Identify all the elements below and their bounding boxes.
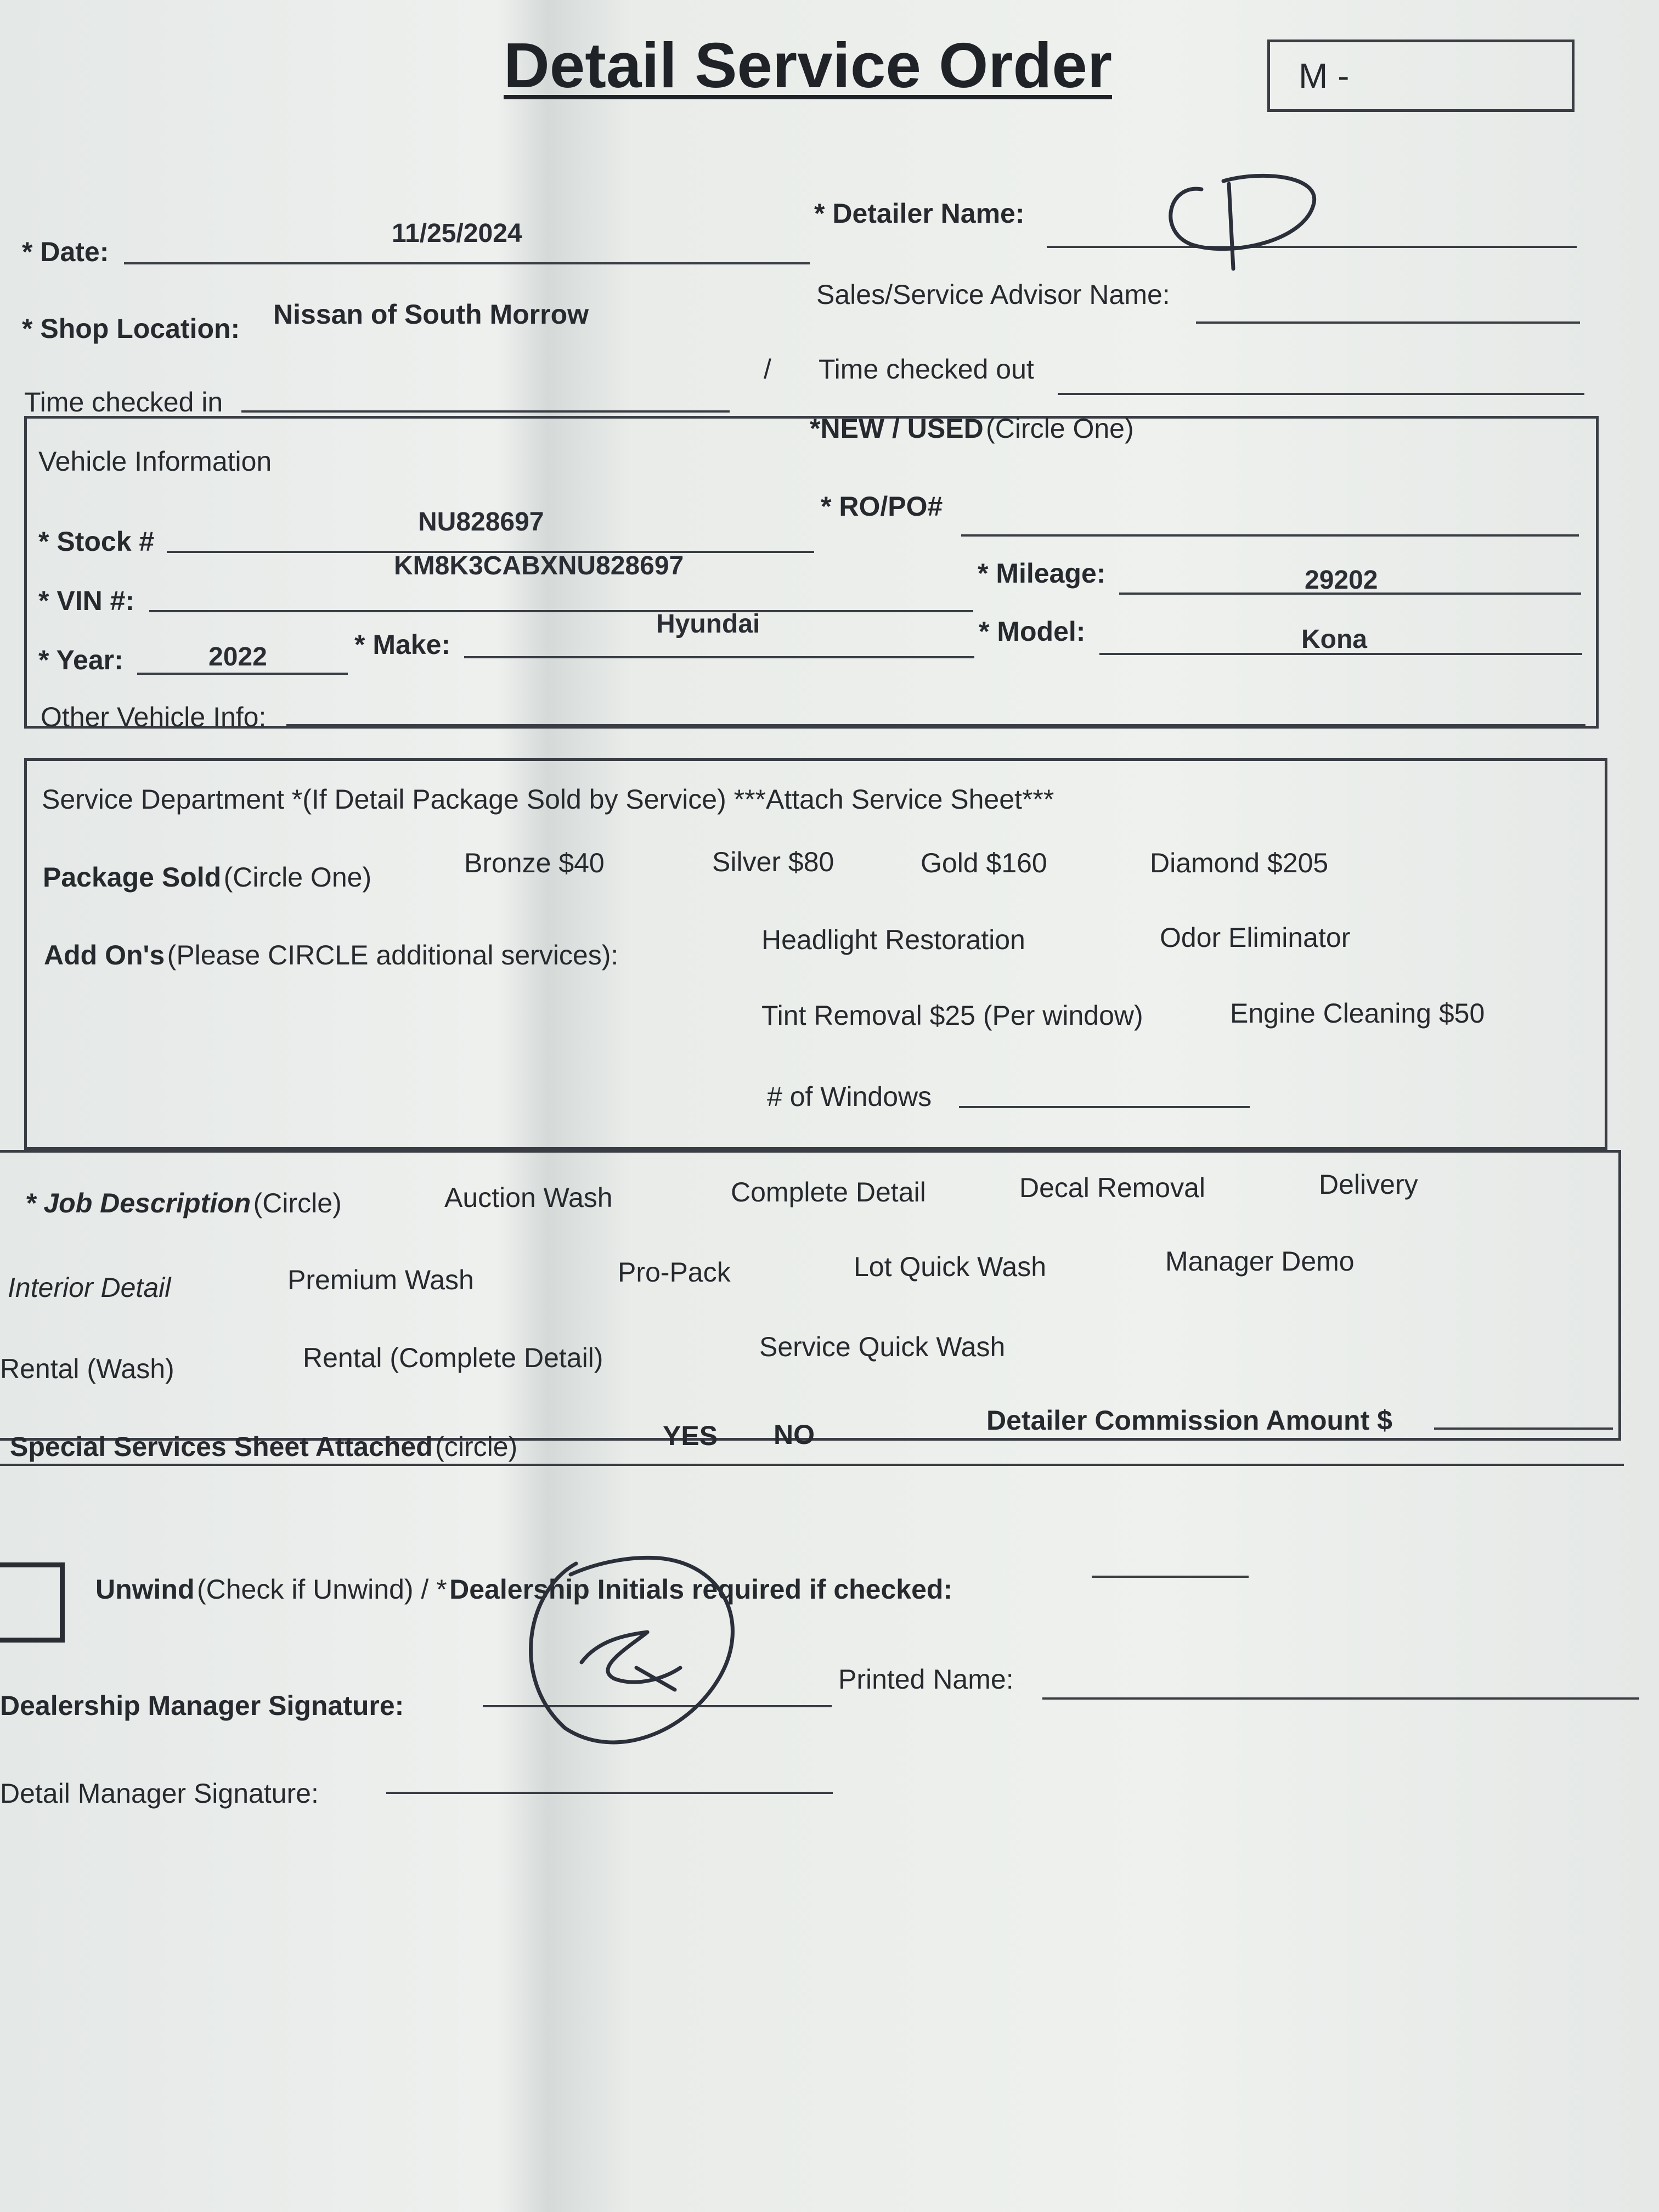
- year-label: * Year:: [38, 645, 123, 675]
- package-silver[interactable]: Silver $80: [712, 847, 834, 877]
- job-auction-wash[interactable]: Auction Wash: [444, 1182, 613, 1213]
- addon-headlight-restoration[interactable]: Headlight Restoration: [761, 924, 1025, 955]
- manager-signature-scribble: [582, 1632, 680, 1690]
- detail-manager-signature-label: Detail Manager Signature:: [0, 1778, 319, 1809]
- job-manager-demo[interactable]: Manager Demo: [1165, 1246, 1355, 1277]
- mileage-value: 29202: [1305, 566, 1378, 595]
- other-vehicle-info-label: Other Vehicle Info:: [41, 702, 267, 732]
- shop-location-label: * Shop Location:: [22, 313, 240, 344]
- date-label: * Date:: [22, 236, 109, 267]
- job-rental-wash[interactable]: Rental (Wash): [0, 1353, 174, 1384]
- page-title: Detail Service Order: [504, 30, 1113, 101]
- vin-label: * VIN #:: [38, 585, 135, 616]
- job-lot-quick-wash[interactable]: Lot Quick Wash: [854, 1251, 1047, 1282]
- shop-location-value: Nissan of South Morrow: [273, 299, 589, 330]
- mileage-label: * Mileage:: [978, 558, 1106, 589]
- job-complete-detail[interactable]: Complete Detail: [731, 1177, 926, 1207]
- stock-value: NU828697: [418, 507, 544, 537]
- unwind-initials-label: Dealership Initials required if checked:: [449, 1574, 953, 1605]
- job-pro-pack[interactable]: Pro-Pack: [618, 1257, 731, 1288]
- make-value: Hyundai: [656, 610, 760, 639]
- job-service-quick-wash[interactable]: Service Quick Wash: [759, 1331, 1006, 1362]
- package-bronze[interactable]: Bronze $40: [464, 848, 605, 878]
- time-in-label: Time checked in: [24, 387, 223, 417]
- addon-tint-removal[interactable]: Tint Removal $25 (Per window): [761, 1000, 1143, 1031]
- vin-value: KM8K3CABXNU828697: [394, 551, 684, 580]
- advisor-name-label: Sales/Service Advisor Name:: [816, 279, 1170, 310]
- new-used-label: *NEW / USED: [810, 413, 984, 444]
- job-description-hint: (Circle): [253, 1188, 342, 1218]
- ro-po-label: * RO/PO#: [821, 491, 943, 522]
- job-interior-detail[interactable]: Interior Detail: [8, 1272, 171, 1303]
- manager-signature-circle: [531, 1558, 733, 1742]
- job-delivery[interactable]: Delivery: [1319, 1169, 1418, 1200]
- job-rental-complete-detail[interactable]: Rental (Complete Detail): [303, 1342, 603, 1373]
- stock-label: * Stock #: [38, 526, 155, 557]
- special-services-hint: (circle): [435, 1431, 518, 1462]
- job-premium-wash[interactable]: Premium Wash: [287, 1265, 474, 1295]
- detailer-initial-mark: [1171, 176, 1314, 269]
- vehicle-info-heading: Vehicle Information: [38, 446, 272, 477]
- job-decal-removal[interactable]: Decal Removal: [1019, 1172, 1206, 1203]
- package-gold[interactable]: Gold $160: [921, 848, 1047, 878]
- special-services-yes[interactable]: YES: [663, 1420, 718, 1451]
- package-sold-label: Package Sold: [43, 862, 222, 893]
- job-description-label: * Job Description: [25, 1188, 251, 1218]
- package-diamond[interactable]: Diamond $205: [1150, 848, 1329, 878]
- commission-amount-label: Detailer Commission Amount $: [986, 1405, 1392, 1436]
- time-separator: /: [764, 354, 771, 385]
- printed-name-label: Printed Name:: [838, 1664, 1014, 1695]
- dealership-manager-signature-label: Dealership Manager Signature:: [0, 1690, 404, 1721]
- model-value: Kona: [1301, 625, 1367, 654]
- special-services-no[interactable]: NO: [774, 1419, 815, 1450]
- date-value: 11/25/2024: [392, 219, 522, 248]
- add-ons-label: Add On's: [44, 940, 165, 970]
- unwind-label: Unwind: [95, 1574, 195, 1605]
- year-value: 2022: [208, 642, 267, 672]
- unwind-hint: (Check if Unwind) / *: [196, 1574, 447, 1605]
- addon-engine-cleaning[interactable]: Engine Cleaning $50: [1230, 998, 1485, 1029]
- package-sold-hint: (Circle One): [223, 862, 372, 893]
- time-out-label: Time checked out: [819, 354, 1034, 385]
- windows-count-label: # of Windows: [767, 1081, 932, 1112]
- detailer-name-label: * Detailer Name:: [814, 198, 1025, 229]
- special-services-label: Special Services Sheet Attached: [10, 1431, 433, 1462]
- make-label: * Make:: [354, 629, 451, 660]
- service-department-heading: Service Department *(If Detail Package Sold by Service) ***Attach Service Sheet***: [42, 784, 1054, 815]
- m-number-label: M -: [1299, 56, 1350, 95]
- addon-odor-eliminator[interactable]: Odor Eliminator: [1160, 922, 1351, 953]
- new-used-hint: (Circle One): [986, 413, 1134, 444]
- add-ons-hint: (Please CIRCLE additional services):: [167, 940, 619, 970]
- model-label: * Model:: [979, 616, 1086, 647]
